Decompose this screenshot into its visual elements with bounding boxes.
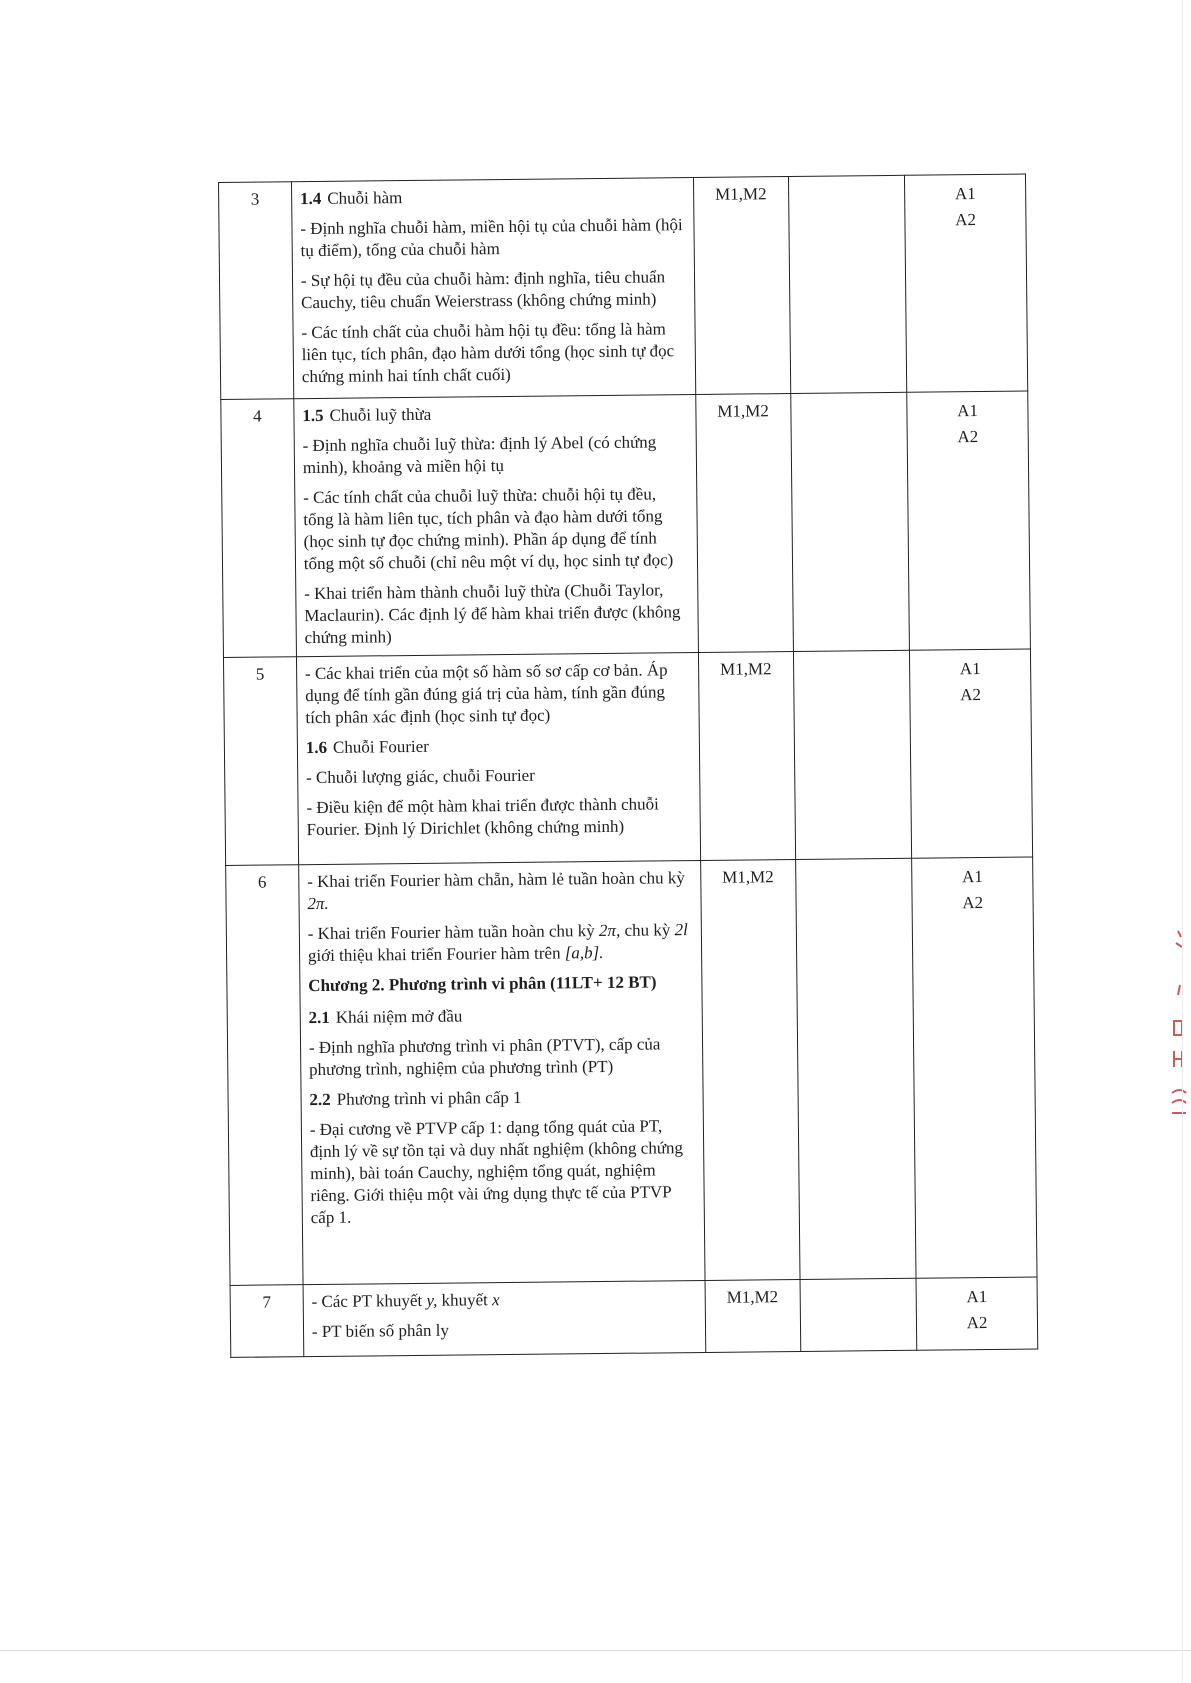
content-item: - Định nghĩa phương trình vi phân (PTVT), cấp của phương trình, nghiệm của phương trình (PT) <box>308 1034 661 1080</box>
empty-cell <box>788 175 907 393</box>
assessment-code: A2 <box>966 1313 988 1333</box>
assessment-code: A1 <box>966 1287 988 1307</box>
content-item: - Khai triển hàm thành chuỗi luỹ thừa (Chuỗi Taylor, Maclaurin). Các định lý để hàm khai triển được (không chứng minh) <box>304 580 681 648</box>
scan-edge-line <box>0 1650 1191 1651</box>
math-expression: 2π. <box>307 893 329 914</box>
section-number: 1.5 <box>302 405 324 426</box>
content-item: - Định nghĩa chuỗi luỹ thừa: định lý Abel (có chứng minh), khoảng và miền hội tụ <box>302 432 657 478</box>
table-row <box>219 174 1028 399</box>
content-item: - Các khai triển của một số hàm số sơ cấp cơ bản. Áp dụng để tính gần đúng giá trị của hàm, tính gần đúng tích phân xác định (học sinh tự đọc) <box>304 660 668 728</box>
goals-cell: M1,M2 <box>705 1279 801 1352</box>
section-heading <box>309 1085 694 1111</box>
goals-cell: M1,M2 <box>693 177 790 395</box>
table-row <box>230 1277 1038 1357</box>
table-row <box>223 649 1032 865</box>
week-number: 6 <box>226 865 303 1286</box>
assessment-code: A1 <box>954 184 976 204</box>
table-row <box>226 857 1037 1285</box>
math-expression: y, <box>426 1290 438 1310</box>
empty-cell <box>793 650 912 859</box>
item-text: - Các PT khuyết <box>311 1290 423 1312</box>
section-number: 1.4 <box>299 188 322 209</box>
section-number: 2.2 <box>309 1089 331 1110</box>
content-item: - Đại cương về PTVP cấp 1: dạng tổng quát của PT, định lý về sự tồn tại và duy nhất nghiệm (không chứng minh), bài toán Cauchy, nghiệm tổng quát, nghiệm riêng. Giới thiệu một vài ứng dụng thực tế của PTVP cấp 1. <box>309 1116 684 1228</box>
section-heading <box>308 1003 693 1029</box>
item-text: giới thiệu khai triển Fourier hàm trên <box>307 943 561 966</box>
item-text: - Khai triển Fourier hàm tuần hoàn chu kỳ <box>307 921 595 944</box>
content-item: - Định nghĩa chuỗi hàm, miền hội tụ của chuỗi hàm (hội tụ điểm), tổng của chuỗi hàm <box>300 215 683 261</box>
week-number: 3 <box>219 182 294 400</box>
scan-edge-line <box>1182 0 1183 1683</box>
section-heading <box>300 184 685 210</box>
content-cell <box>303 1280 706 1356</box>
content-item: - Các tính chất của chuỗi luỹ thừa: chuỗi hội tụ đều, tổng là hàm liên tục, tích phân và đạo hàm dưới tổng (học sinh tự đọc chứng minh). Phần áp dụng để tính tổng một số chuỗi (chỉ nêu một ví dụ, học sinh tự đọc) <box>303 484 674 574</box>
content-item: - Điều kiện để một hàm khai triển được thành chuỗi Fourier. Định lý Dirichlet (không chứng minh) <box>306 794 659 840</box>
content-item: - Các tính chất của chuỗi hàm hội tụ đều: tổng là hàm liên tục, tích phân, đạo hàm dưới tổng (học sinh tự đọc chứng minh hai tính chất cuối) <box>301 319 675 387</box>
assessment-code: A1 <box>961 867 983 887</box>
goals-cell: M1,M2 <box>700 859 799 1280</box>
week-number: 4 <box>221 399 297 658</box>
syllabus-table <box>218 174 1038 1358</box>
section-heading <box>306 733 691 759</box>
assessment-cell <box>916 1277 1037 1350</box>
item-text: , chu kỳ <box>615 920 671 940</box>
content-item <box>307 867 692 915</box>
goals-cell: M1,M2 <box>698 652 795 861</box>
empty-cell <box>790 392 909 651</box>
assessment-cell <box>907 391 1030 650</box>
assessment-code: A2 <box>960 685 982 705</box>
week-number: 7 <box>230 1285 304 1358</box>
chapter-heading: Chương 2. Phương trình vi phân (11LT+ 12 BT) <box>308 972 657 996</box>
section-title: Phương trình vi phân cấp 1 <box>336 1087 522 1109</box>
content-cell <box>294 395 699 657</box>
math-expression: 2l <box>674 920 688 940</box>
content-item: - PT biến số phân ly <box>311 1320 450 1342</box>
content-cell <box>298 860 704 1284</box>
section-title: Chuỗi luỹ thừa <box>329 404 432 425</box>
item-text: khuyết <box>441 1290 488 1310</box>
section-number: 2.1 <box>308 1007 330 1028</box>
assessment-cell <box>905 174 1028 392</box>
math-expression: 2π <box>598 920 617 941</box>
item-text: - Khai triển Fourier hàm chẵn, hàm lẻ tuần hoàn chu kỳ <box>307 868 685 892</box>
section-number: 1.6 <box>305 737 328 758</box>
content-item <box>308 919 693 967</box>
partial-stamp-mark <box>1168 925 1188 1125</box>
content-item <box>311 1287 696 1313</box>
assessment-cell <box>912 857 1037 1278</box>
week-number: 5 <box>223 657 298 866</box>
math-expression: [a,b]. <box>564 943 604 963</box>
content-cell <box>291 178 695 399</box>
content-cell <box>296 652 700 864</box>
math-expression: x <box>491 1290 500 1310</box>
goals-cell: M1,M2 <box>695 394 793 653</box>
empty-cell <box>800 1278 917 1351</box>
content-item: - Sự hội tụ đều của chuỗi hàm: định nghĩa, tiêu chuẩn Cauchy, tiêu chuẩn Weierstrass (không chứng minh) <box>300 267 666 313</box>
empty-cell <box>795 858 916 1279</box>
section-title: Chuỗi Fourier <box>332 736 429 757</box>
section-heading <box>302 401 687 427</box>
assessment-code: A2 <box>957 427 979 447</box>
assessment-cell <box>910 649 1033 858</box>
assessment-code: A1 <box>957 401 979 421</box>
assessment-code: A1 <box>959 659 981 679</box>
section-title: Chuỗi hàm <box>327 188 403 208</box>
assessment-code: A2 <box>955 210 977 230</box>
content-item: - Chuỗi lượng giác, chuỗi Fourier <box>305 765 535 788</box>
assessment-code: A2 <box>962 893 984 913</box>
table-row <box>221 391 1031 657</box>
stamp-fragment-icon <box>1168 925 1188 1125</box>
section-title: Khái niệm mở đầu <box>335 1006 463 1027</box>
